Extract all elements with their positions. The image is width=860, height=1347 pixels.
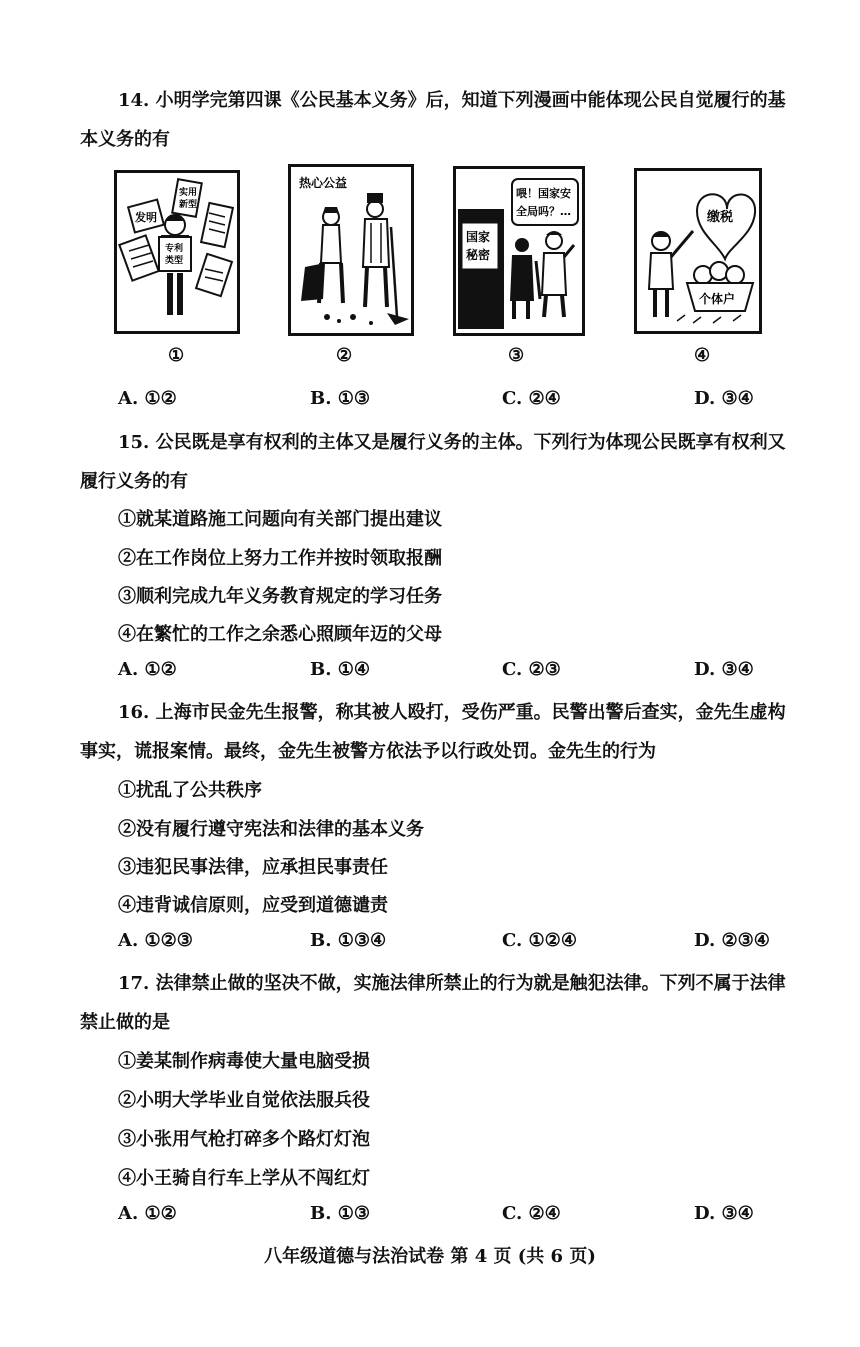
q17-option-b[interactable]: B. ①③ bbox=[310, 1203, 371, 1224]
q16-option-b[interactable]: B. ①③④ bbox=[310, 930, 387, 951]
q16-item-4: ④违背诚信原则，应受到道德谴责 bbox=[118, 895, 388, 916]
q14-stem-line1: 14. 小明学完第四课《公民基本义务》后，知道下列漫画中能体现公民自觉履行的基 bbox=[118, 90, 786, 111]
cartoon-4-number: ④ bbox=[694, 345, 711, 366]
cartoon-1-inventor-icon bbox=[114, 170, 240, 334]
q14-option-d[interactable]: D. ③④ bbox=[694, 388, 754, 409]
q14-option-a[interactable]: A. ①② bbox=[118, 388, 177, 409]
q15-item-4: ④在繁忙的工作之余悉心照顾年迈的父母 bbox=[118, 624, 442, 645]
cartoon-2-label-welfare: 热心公益 bbox=[299, 176, 348, 190]
q17-option-c[interactable]: C. ②④ bbox=[502, 1203, 561, 1224]
cartoon-1-label-category: 类型 bbox=[165, 256, 184, 266]
cartoon-3-number: ③ bbox=[508, 345, 525, 366]
q15-item-2: ②在工作岗位上努力工作并按时领取报酬 bbox=[118, 548, 442, 569]
q15-option-a[interactable]: A. ①② bbox=[118, 659, 177, 680]
cartoon-1-label-practical: 实用 bbox=[179, 188, 198, 198]
cartoon-1-label-new-type: 新型 bbox=[179, 200, 198, 210]
q16-item-3: ③违犯民事法律，应承担民事责任 bbox=[118, 857, 388, 878]
q17-stem-line2: 禁止做的是 bbox=[80, 1012, 170, 1033]
cartoon-4-paying-taxes-icon bbox=[634, 168, 762, 334]
q14-stem-line2: 本义务的有 bbox=[80, 129, 170, 150]
cartoon-4-label-tax: 缴税 bbox=[707, 210, 734, 225]
q15-item-3: ③顺利完成九年义务教育规定的学习任务 bbox=[118, 586, 442, 607]
q15-stem-line1: 15. 公民既是享有权利的主体又是履行义务的主体。下列行为体现公民既享有权利又 bbox=[118, 432, 786, 453]
q15-item-1: ①就某道路施工问题向有关部门提出建议 bbox=[118, 509, 442, 530]
q15-option-d[interactable]: D. ③④ bbox=[694, 659, 754, 680]
q16-option-a[interactable]: A. ①②③ bbox=[118, 930, 193, 951]
q17-option-a[interactable]: A. ①② bbox=[118, 1203, 177, 1224]
q16-option-c[interactable]: C. ①②④ bbox=[502, 930, 577, 951]
q16-item-1: ①扰乱了公共秩序 bbox=[118, 780, 262, 801]
q15-option-c[interactable]: C. ②③ bbox=[502, 659, 561, 680]
q16-stem-line1: 16. 上海市民金先生报警，称其被人殴打，受伤严重。民警出警后查实，金先生虚构 bbox=[118, 702, 786, 723]
q14-option-c[interactable]: C. ②④ bbox=[502, 388, 561, 409]
q17-item-3: ③小张用气枪打碎多个路灯灯泡 bbox=[118, 1129, 370, 1150]
q17-option-d[interactable]: D. ③④ bbox=[694, 1203, 754, 1224]
cartoon-3-state-security-icon bbox=[453, 166, 585, 336]
q17-item-4: ④小王骑自行车上学从不闯红灯 bbox=[118, 1168, 370, 1189]
q15-option-b[interactable]: B. ①④ bbox=[310, 659, 371, 680]
cartoon-3-label-hello: 喂！国家安 bbox=[516, 187, 571, 200]
page-footer: 八年级道德与法治试卷 第 4 页 (共 6 页) bbox=[264, 1246, 596, 1267]
q16-item-2: ②没有履行遵守宪法和法律的基本义务 bbox=[118, 819, 424, 840]
cartoon-3-label-secret: 秘密 bbox=[466, 248, 491, 262]
cartoon-1-number: ① bbox=[168, 345, 185, 366]
cartoon-3-label-state: 国家 bbox=[466, 230, 491, 244]
q14-option-b[interactable]: B. ①③ bbox=[310, 388, 371, 409]
cartoon-4-label-self-employed: 个体户 bbox=[699, 292, 736, 306]
q17-item-1: ①姜某制作病毒使大量电脑受损 bbox=[118, 1051, 370, 1072]
q15-stem-line2: 履行义务的有 bbox=[80, 471, 188, 492]
q16-stem-line2: 事实，谎报案情。最终，金先生被警方依法予以行政处罚。金先生的行为 bbox=[80, 741, 656, 762]
cartoon-2-number: ② bbox=[336, 345, 353, 366]
q16-option-d[interactable]: D. ②③④ bbox=[694, 930, 770, 951]
cartoon-3-label-bureau: 全局吗？… bbox=[516, 205, 571, 218]
q17-item-2: ②小明大学毕业自觉依法服兵役 bbox=[118, 1090, 370, 1111]
cartoon-1-label-patent: 专利 bbox=[165, 244, 184, 254]
q17-stem-line1: 17. 法律禁止做的坚决不做，实施法律所禁止的行为就是触犯法律。下列不属于法律 bbox=[118, 973, 786, 994]
cartoon-1-label-invention: 发明 bbox=[135, 211, 157, 224]
cartoon-2-public-welfare-icon bbox=[288, 164, 414, 336]
